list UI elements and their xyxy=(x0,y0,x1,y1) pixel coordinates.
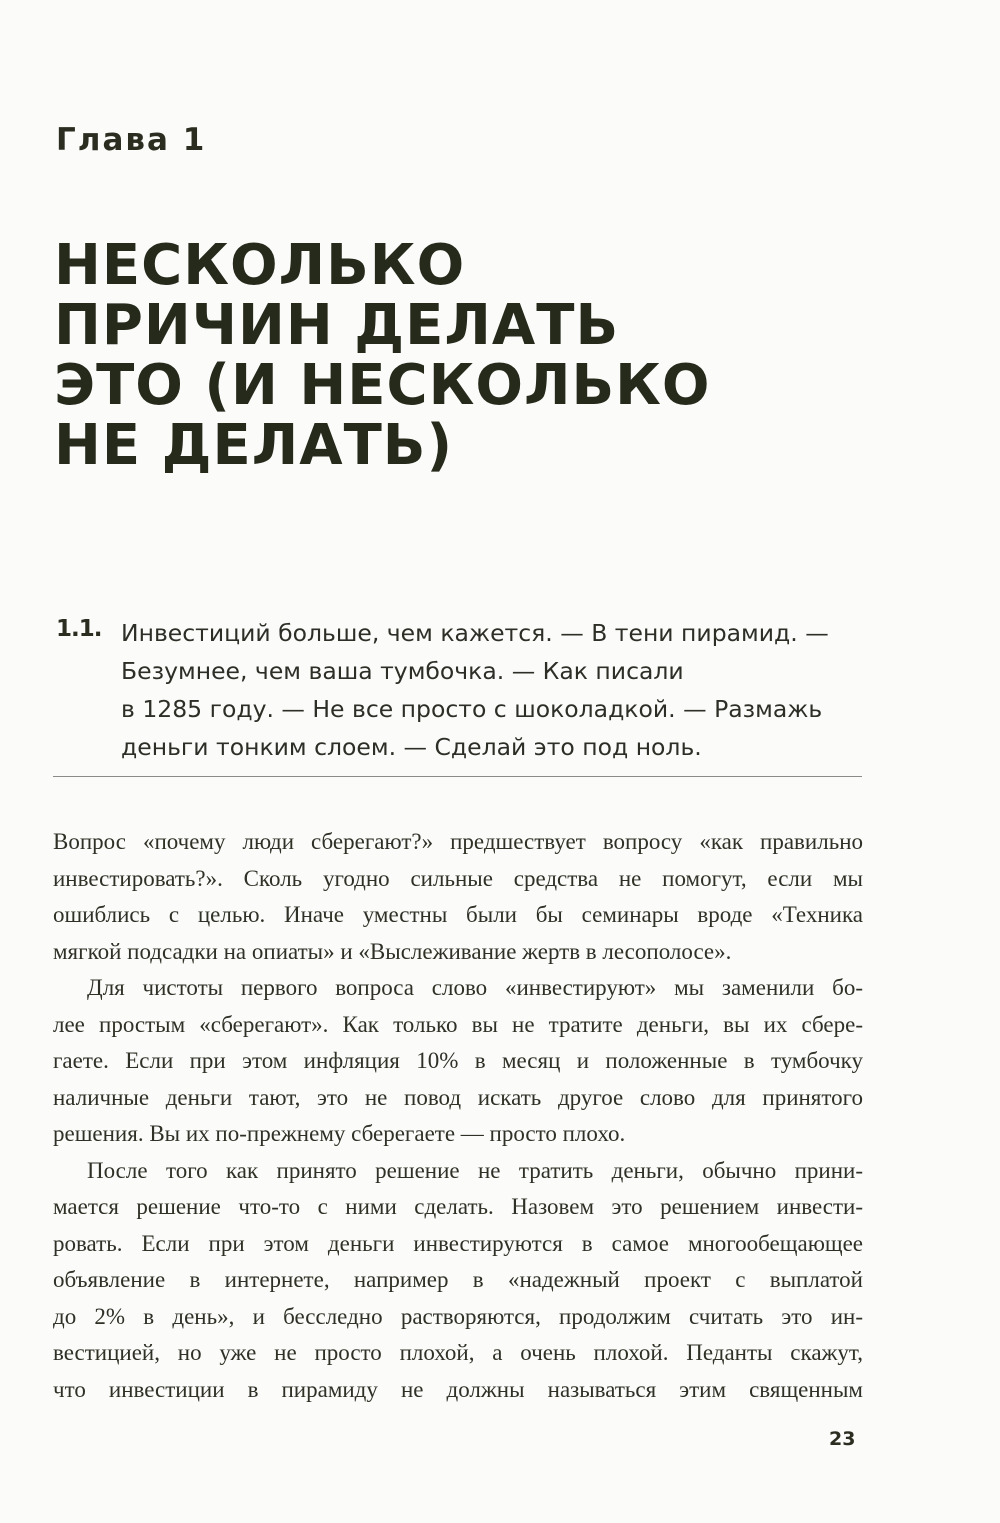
paragraph-3 xyxy=(53,1153,863,1409)
text-line: что инвестиции в пирамиду не должны называться этим священным xyxy=(53,1376,863,1402)
paragraph-1 xyxy=(53,824,863,970)
text-line: После того как принято решение не тратить деньги, обычно прини- xyxy=(87,1157,863,1183)
section-summary-line: деньги тонким слоем. — Сделай это под ноль. xyxy=(121,733,702,761)
text-line: наличные деньги тают, это не повод искать другое слово для принятого xyxy=(53,1084,863,1110)
section-summary xyxy=(121,614,881,766)
chapter-title-line: НЕ ДЕЛАТЬ) xyxy=(54,413,454,478)
section-divider xyxy=(53,776,862,777)
chapter-title xyxy=(54,233,854,478)
chapter-title-line: ПРИЧИН ДЕЛАТЬ xyxy=(54,293,620,358)
text-line: гаете. Если при этом инфляция 10% в месяц и положенные в тумбочку xyxy=(53,1048,863,1073)
paragraph-2 xyxy=(53,970,863,1153)
text-line: ошиблись с целью. Иначе уместны были бы семинары вроде «Техника xyxy=(53,902,863,927)
text-line: до 2% в день», и бесследно растворяются, продолжим считать это ин- xyxy=(53,1303,863,1329)
text-line: лее простым «сберегают». Как только вы не тратите деньги, вы их сбере- xyxy=(53,1011,863,1037)
chapter-title-line: ЭТО (И НЕСКОЛЬКО xyxy=(54,353,711,418)
text-line: мается решение что-то с ними сделать. Назовем это решением инвести- xyxy=(53,1194,863,1219)
section-number: 1.1. xyxy=(56,616,102,642)
section-summary-line: в 1285 году. — Не все просто с шоколадкой. — Размажь xyxy=(121,695,823,723)
text-line: ровать. Если при этом деньги инвестируются в самое многообещающее xyxy=(53,1230,863,1256)
text-line: мягкой подсадки на опиаты» и «Выслеживание жертв в лесополосе». xyxy=(53,938,732,964)
section-summary-line: Инвестиций больше, чем кажется. — В тени пирамид. — xyxy=(121,619,829,647)
section-summary-line: Безумнее, чем ваша тумбочка. — Как писали xyxy=(121,657,684,685)
chapter-title-line: НЕСКОЛЬКО xyxy=(54,233,466,298)
text-line: вестицией, но уже не просто плохой, а очень плохой. Педанты скажут, xyxy=(53,1340,863,1365)
text-line: Для чистоты первого вопроса слово «инвестируют» мы заменили бо- xyxy=(87,975,863,1000)
page-number: 23 xyxy=(829,1428,856,1450)
text-line: Вопрос «почему люди сберегают?» предшествует вопросу «как правильно xyxy=(53,829,863,854)
text-line: инвестировать?». Сколь угодно сильные средства не помогут, если мы xyxy=(53,865,863,891)
body-text xyxy=(53,824,863,1408)
chapter-label: Глава 1 xyxy=(56,122,207,158)
text-line: объявление в интернете, например в «надежный проект с выплатой xyxy=(53,1267,863,1292)
text-line: решения. Вы их по-прежнему сберегаете — просто плохо. xyxy=(53,1121,626,1146)
